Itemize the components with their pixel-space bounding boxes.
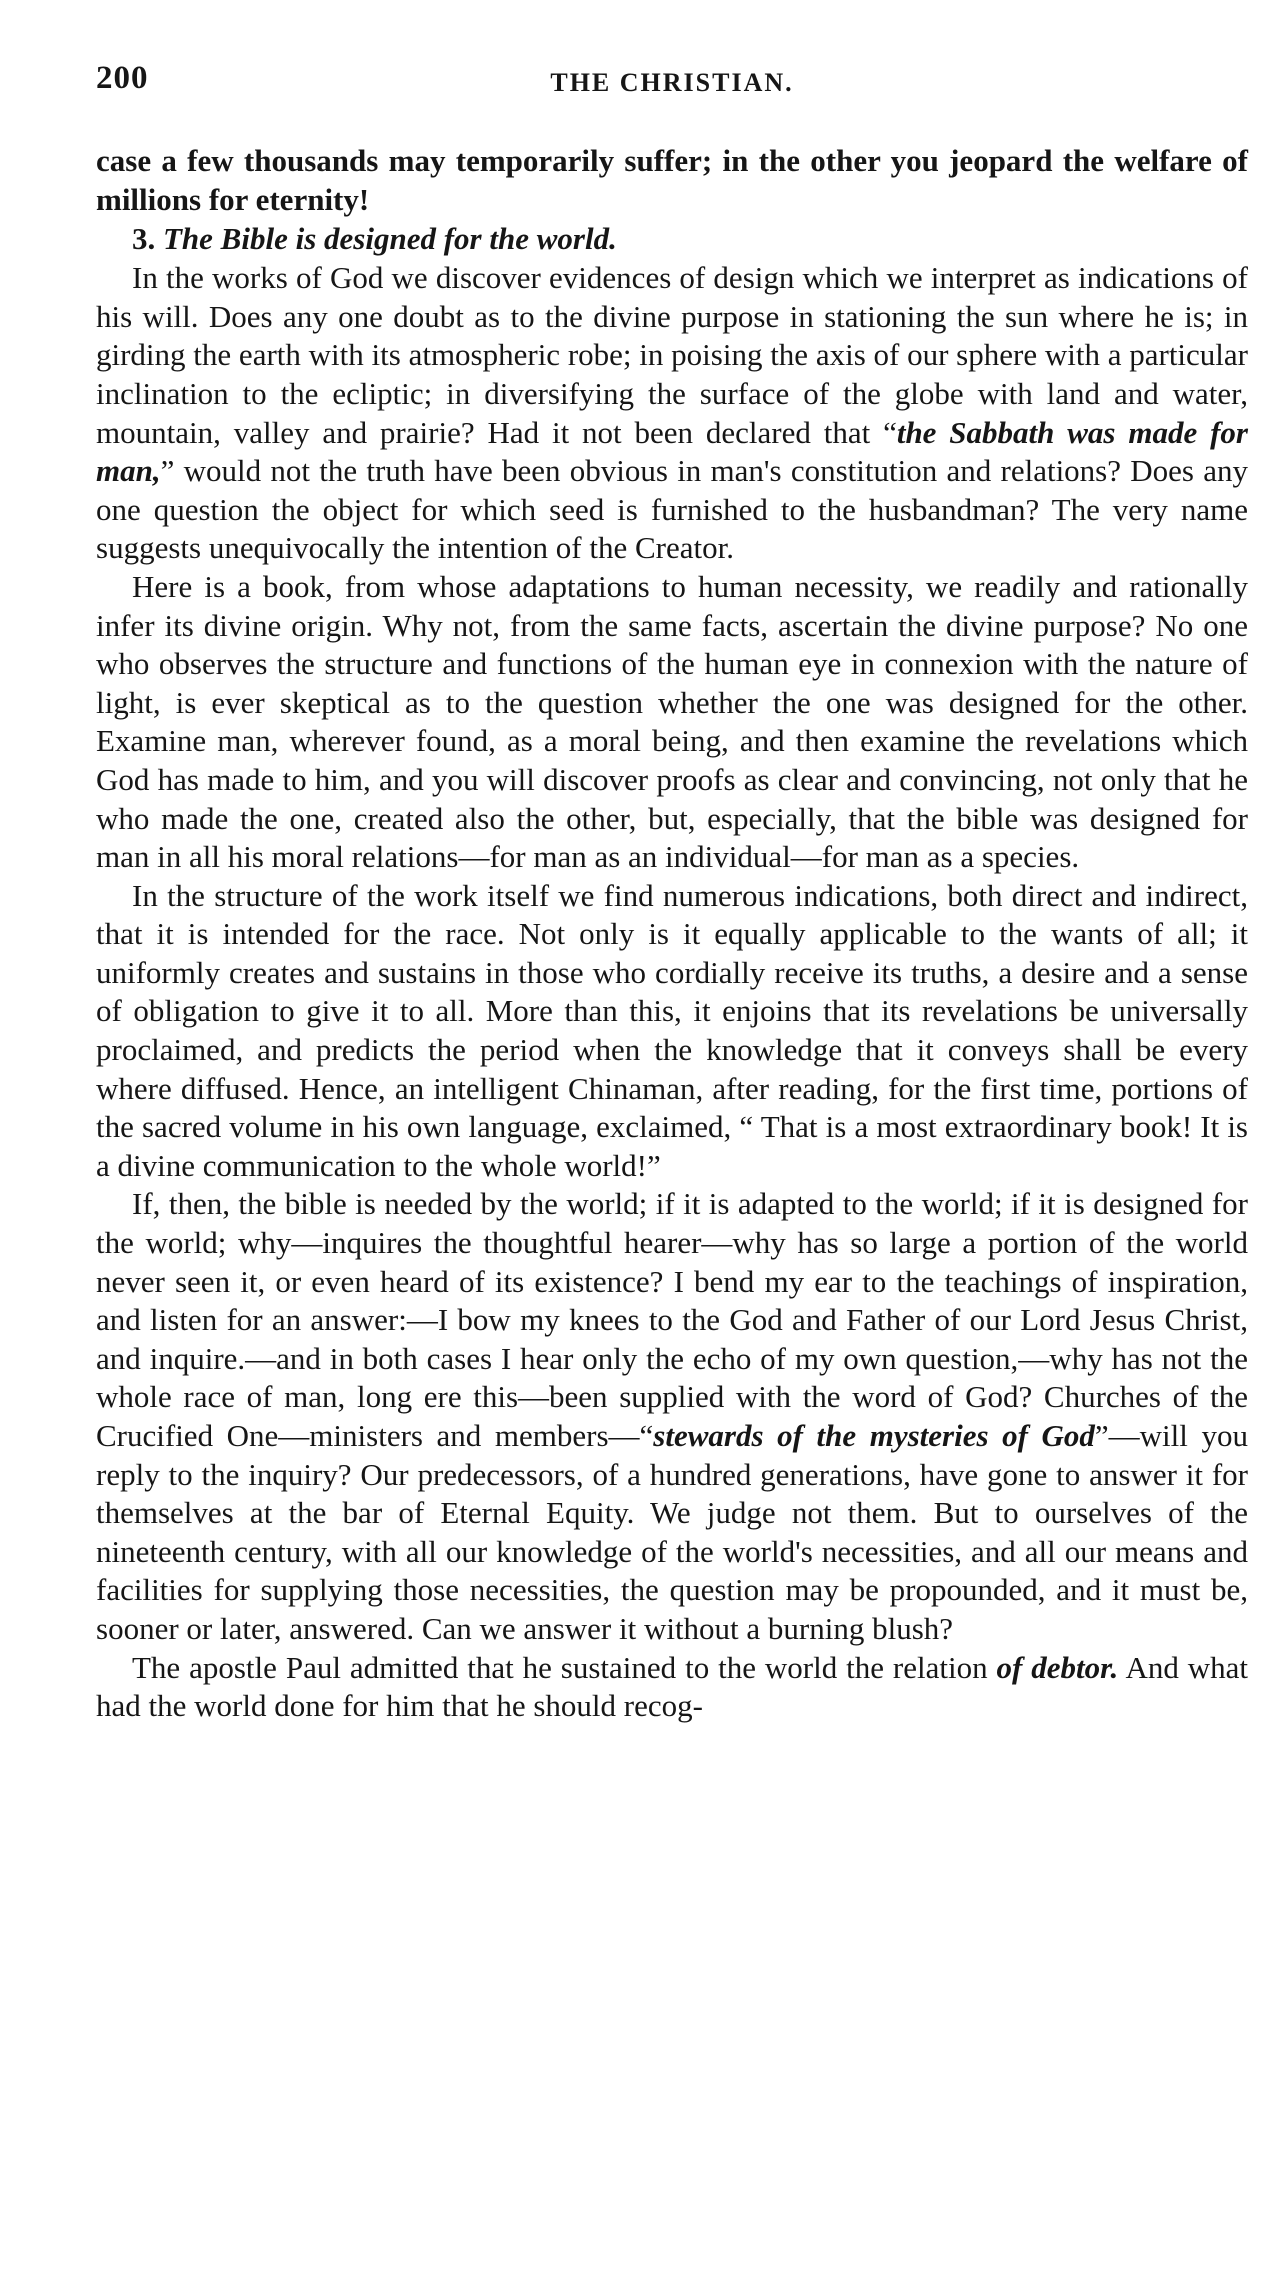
section-number: 3. (132, 221, 156, 257)
book-page (96, 60, 1248, 2240)
paragraph (96, 259, 1248, 568)
paragraph-text: The apostle Paul admitted that he sustained to the world the relation (132, 1649, 988, 1685)
paragraph-text: ”—will you reply to the inquiry? Our predecessors, of a hundred generations, have gone to answer it for themselves at the bar of Eternal Equity. We judge not them. But to ourselves of the nineteenth century, with all our knowledge of the world's necessities, and all our means and facilities for supplying those necessities, the question may be propounded, and it must be, sooner or later, answered. Can we answer it without a burning blush? (96, 1418, 1248, 1646)
section-heading (96, 219, 1248, 259)
paragraph-text: If, then, the bible is needed by the world; if it is adapted to the world; if it is designed for the world; why—inquires the thoughtful hearer—why has so large a portion of the world never seen it, or even heard of its existence? I bend my ear to the teachings of inspiration, and listen for an answer:—I bow my knees to the God and Father of our Lord Jesus Christ, and inquire.—and in both cases I hear only the echo of my own question,—why has not the whole race of man, long ere this—been supplied with the word of God? Churches of the Crucified One—ministers and members—“ (96, 1186, 1248, 1453)
paragraph-text: And what had the world done for him that he should recog- (96, 1649, 1248, 1724)
paragraph (96, 1185, 1248, 1648)
paragraph-text: ” would not the truth have been obvious in man's constitution and relations? Does any one question the object for which seed is furnished to the husbandman? The very name suggests unequivocally the intention of the Creator. (96, 453, 1248, 566)
paragraph: In the structure of the work itself we find numerous indications, both direct and indirect, that it is intended for the race. Not only is it equally applicable to the wants of all; it uniformly creates and sustains in those who cordially receive its truths, a desire and a sense of obligation to give it to all. More than this, it enjoins that its revelations be universally proclaimed, and predicts the period when the knowledge that it conveys shall be every where diffused. Hence, an intelligent Chinaman, after reading, for the first time, portions of the sacred volume in his own language, exclaimed, “ That is a most extraordinary book! It is a divine communication to the whole world!” (96, 877, 1248, 1183)
paragraph (96, 1649, 1248, 1726)
running-head (96, 60, 1248, 120)
running-title: THE CHRISTIAN. (550, 68, 794, 97)
paragraph-text: In the works of God we discover evidences of design which we interpret as indications of his will. Does any one doubt as to the divine purpose in stationing the sun where he is; in girding the earth with its atmospheric robe; in poising the axis of our sphere with a particular inclination to the ecliptic; in diversifying the surface of the globe with land and water, mountain, valley and prairie? Had it not been declared that “ (96, 260, 1248, 450)
section-title: The Bible is designed for the world. (163, 221, 617, 257)
quoted-scripture: stewards of the mysteries of God (653, 1418, 1095, 1453)
quoted-scripture: the Sabbath was made for man, (96, 414, 1248, 489)
paragraph-continuation: case a few thousands may temporarily suffer; in the other you jeopard the welfare of millions for eternity! (96, 143, 1248, 217)
italic-phrase: of debtor. (996, 1649, 1119, 1685)
paragraph: Here is a book, from whose adaptations to human necessity, we readily and rationally infer its divine origin. Why not, from the same facts, ascertain the divine purpose? No one who observes the structure and functions of the human eye in connexion with the nature of light, is ever skeptical as to the question whether the one was designed for the other. Examine man, wherever found, as a moral being, and then examine the revelations which God has made to him, and you will discover proofs as clear and convincing, not only that he who made the one, created also the other, but, especially, that the bible was designed for man in all his moral relations—for man as an individual—for man as a species. (96, 568, 1248, 875)
page-number: 200 (96, 60, 149, 96)
